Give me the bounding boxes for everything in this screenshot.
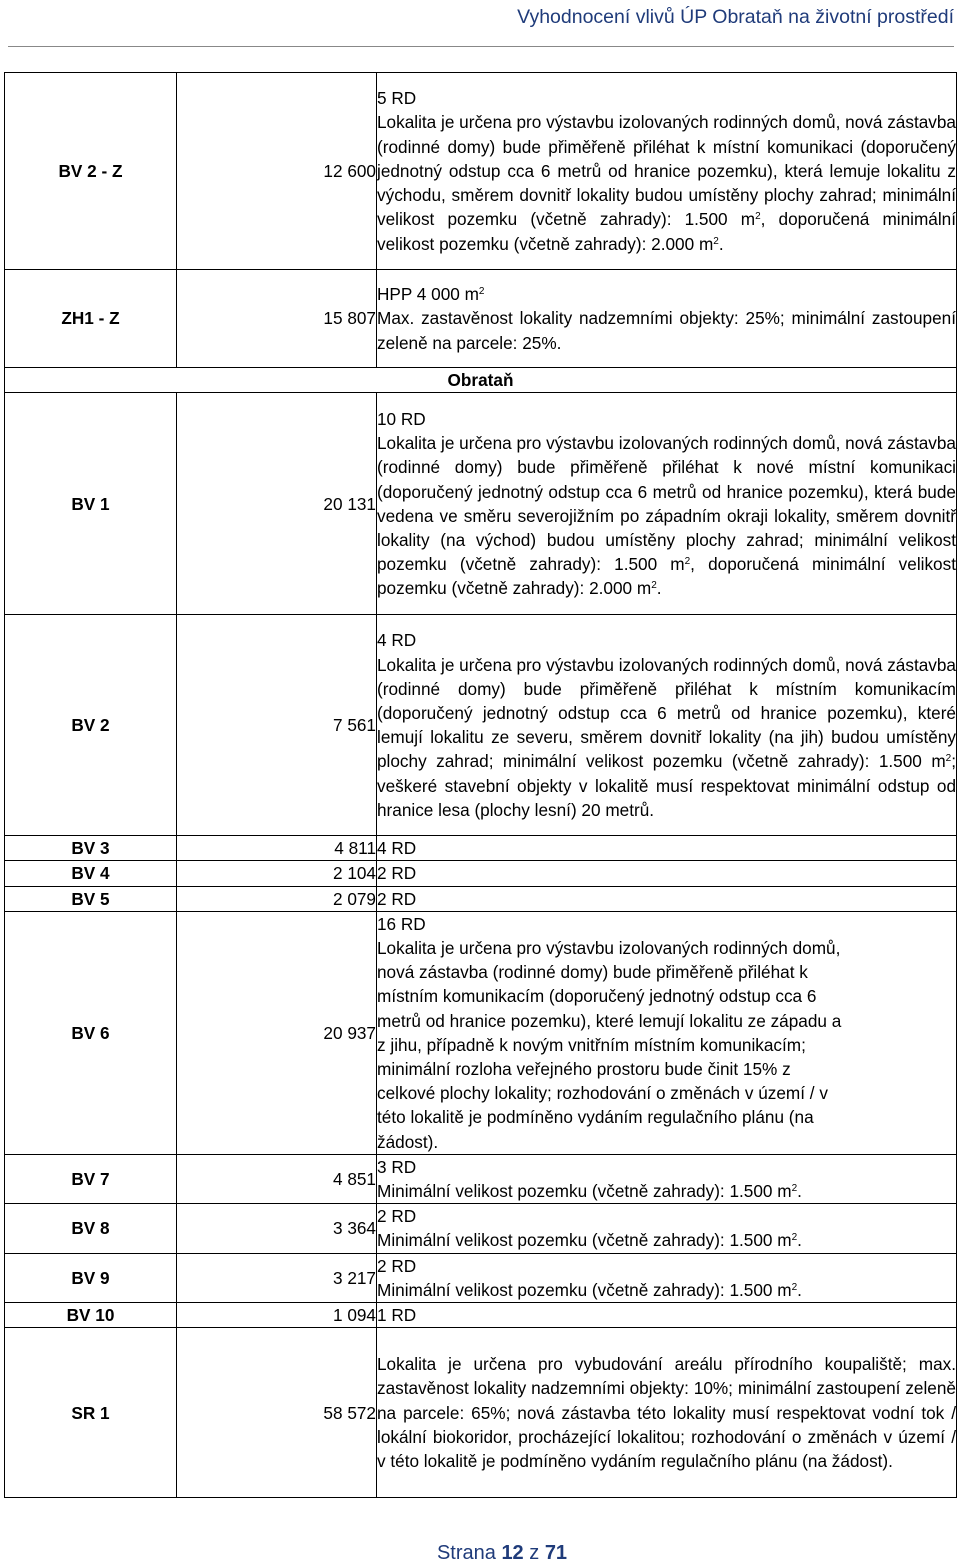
section-row: [5, 368, 957, 393]
superscript: 2: [651, 580, 657, 592]
table-row: [5, 270, 957, 368]
locality-description: [377, 73, 957, 270]
unit-count: 5 RD: [377, 88, 417, 109]
table-row: [5, 1204, 957, 1253]
unit-count: 4 RD: [377, 630, 417, 651]
locality-code: ZH1 - Z: [5, 270, 177, 368]
superscript: 2: [684, 556, 691, 568]
locality-code: BV 2: [5, 615, 177, 836]
description-line: minimální rozloha veřejného prostoru bude činit 15% z: [377, 1059, 791, 1080]
locality-description: [377, 270, 957, 368]
locality-code: SR 1: [5, 1328, 177, 1498]
table-row: [5, 1328, 957, 1498]
table-row: [5, 836, 957, 861]
description-text: Lokalita je určena pro výstavbu izolovaných rodinných domů, nová zástavba (rodinné domy) bude přiměřeně přiléhat k místní komunikaci (doporučený jednotný odstup cca 6 metrů od hranice pozemku), která lemuje lokalitu z východu, směrem dovnitř lokality budou umístěny plochy zahrad; minimální velikost pozemku (včetně zahrady): 1.500 m: [377, 112, 956, 230]
page-footer: [0, 1542, 960, 1565]
locality-area: 3 364: [177, 1204, 377, 1253]
description-text: , doporučená minimální velikost pozemku (včetně zahrady): 2.000 m: [377, 209, 956, 254]
description-line: celkové plochy lokality; rozhodování o změnách v území / v: [377, 1083, 828, 1104]
description-text: Minimální velikost pozemku (včetně zahrady): 1.500 m: [377, 1230, 792, 1251]
section-title: Obrataň: [5, 368, 957, 393]
table-row: [5, 861, 957, 886]
unit-count: 2 RD: [377, 886, 957, 911]
locality-area: 4 851: [177, 1154, 377, 1203]
footer-prefix: Strana: [436, 1542, 496, 1564]
locality-area: 15 807: [177, 270, 377, 368]
unit-count: 2 RD: [377, 1206, 417, 1227]
locality-area: 7 561: [177, 615, 377, 836]
description-line: této lokalitě je podmíněno vydáním regulačního plánu (na: [377, 1107, 814, 1128]
description-line: metrů od hranice pozemku), které lemují lokalitu ze západu a: [377, 1010, 842, 1031]
land-use-table: [4, 72, 957, 1498]
locality-area: 12 600: [177, 73, 377, 270]
superscript: 2: [755, 211, 761, 223]
current-page-number: 12: [501, 1542, 524, 1564]
locality-area: 20 937: [177, 911, 377, 1154]
table-row: [5, 911, 957, 1154]
locality-area: 1 094: [177, 1303, 377, 1328]
unit-count: 16 RD: [377, 913, 426, 934]
description-text: .: [797, 1230, 802, 1251]
total-pages: 71: [544, 1542, 568, 1564]
description-text: .: [718, 233, 724, 254]
unit-count: HPP 4 000 m: [377, 284, 479, 305]
description-text: .: [797, 1279, 802, 1300]
locality-code: BV 7: [5, 1154, 177, 1203]
superscript: 2: [791, 1281, 798, 1293]
description-text: Lokalita je určena pro výstavbu izolovaných rodinných domů, nová zástavba (rodinné domy) bude přiměřeně přiléhat k nové místní komunikaci (doporučený jednotný odstup cca 6 metrů od hranice pozemku), která bude vedena ve směru severojižním po západním okraji lokality, směrem dovnitř lokality (na východ) budou umístěny plochy zahrad; minimální velikost pozemku (včetně zahrady): 1.500 m: [377, 433, 956, 575]
locality-area: 58 572: [177, 1328, 377, 1498]
table-row: [5, 615, 957, 836]
locality-area: 4 811: [177, 836, 377, 861]
table-row: [5, 73, 957, 270]
description-line: žádost).: [377, 1131, 439, 1152]
unit-count: 4 RD: [377, 836, 957, 861]
description-text: .: [656, 578, 662, 599]
locality-area: 3 217: [177, 1253, 377, 1302]
unit-count: 3 RD: [377, 1156, 417, 1177]
unit-count: 2 RD: [377, 1255, 417, 1276]
description-text: Minimální velikost pozemku (včetně zahrady): 1.500 m: [377, 1181, 792, 1202]
description-line: Lokalita je určena pro výstavbu izolovaných rodinných domů,: [377, 938, 841, 959]
table-row: [5, 886, 957, 911]
description-text: .: [797, 1181, 802, 1202]
locality-code: BV 1: [5, 393, 177, 615]
locality-code: BV 6: [5, 911, 177, 1154]
superscript: 2: [945, 753, 952, 765]
locality-code: BV 10: [5, 1303, 177, 1328]
description-line: místním komunikacím (doporučený jednotný odstup cca 6: [377, 986, 817, 1007]
unit-count: 1 RD: [377, 1303, 957, 1328]
footer-separator: z: [529, 1542, 540, 1564]
superscript: 2: [791, 1183, 798, 1195]
locality-area: 2 079: [177, 886, 377, 911]
description-line: nová zástavba (rodinné domy) bude přiměřeně přiléhat k: [377, 962, 808, 983]
header-rule: [8, 46, 954, 47]
document-header-title: Vyhodnocení vlivů ÚP Obrataň na životní prostředí: [517, 6, 954, 28]
description-text: Max. zastavěnost lokality nadzemními objekty: 25%; minimální zastoupení zeleně na parcele: 25%.: [377, 308, 956, 353]
description-text: , doporučená minimální velikost pozemku (včetně zahrady): 2.000 m: [377, 554, 956, 599]
description-text: Minimální velikost pozemku (včetně zahrady): 1.500 m: [377, 1279, 792, 1300]
description-text: Lokalita je určena pro výstavbu izolovaných rodinných domů, nová zástavba (rodinné domy) bude přiměřeně přiléhat k místním komunikacím (doporučený jednotný odstup cca 6 metrů od hranice pozemku), které lemují lokalitu ze severu, směrem dovnitř lokality (na jih) budou umístěny plochy zahrad; minimální velikost pozemku (včetně zahrady): 1.500 m: [377, 654, 956, 772]
superscript: 2: [791, 1232, 798, 1244]
locality-description: Lokalita je určena pro vybudování areálu přírodního koupaliště; max. zastavěnost lokality nadzemními objekty: 10%; minimální zastoupení zeleně na parcele: 65%; nová zástavba této lokality musí respektovat vodní tok / lokální biokoridor, procházející lokalitou; rozhodování o změnách v území / v této lokalitě je podmíněno vydáním regulačního plánu (na žádost).: [377, 1328, 957, 1498]
locality-code: BV 3: [5, 836, 177, 861]
table-row: [5, 1154, 957, 1203]
locality-code: BV 8: [5, 1204, 177, 1253]
superscript: 2: [713, 235, 719, 247]
locality-area: 2 104: [177, 861, 377, 886]
locality-code: BV 5: [5, 886, 177, 911]
description-line: z jihu, případně k novým vnitřním místním komunikacím;: [377, 1034, 806, 1055]
locality-code: BV 2 - Z: [5, 73, 177, 270]
table-row: [5, 1253, 957, 1302]
table-row: [5, 393, 957, 615]
locality-description: [377, 1253, 957, 1302]
description-text: ; veškeré stavební objekty v lokalitě musí respektovat minimální odstup od hranice lesa (plochy lesní) 20 metrů.: [377, 751, 956, 820]
locality-code: BV 9: [5, 1253, 177, 1302]
locality-description: [377, 911, 957, 1154]
locality-description: [377, 615, 957, 836]
locality-description: [377, 1204, 957, 1253]
locality-description: [377, 393, 957, 615]
superscript: 2: [478, 286, 485, 298]
locality-area: 20 131: [177, 393, 377, 615]
locality-code: BV 4: [5, 861, 177, 886]
unit-count: 2 RD: [377, 861, 957, 886]
table-row: [5, 1303, 957, 1328]
unit-count: 10 RD: [377, 408, 426, 429]
locality-description: [377, 1154, 957, 1203]
